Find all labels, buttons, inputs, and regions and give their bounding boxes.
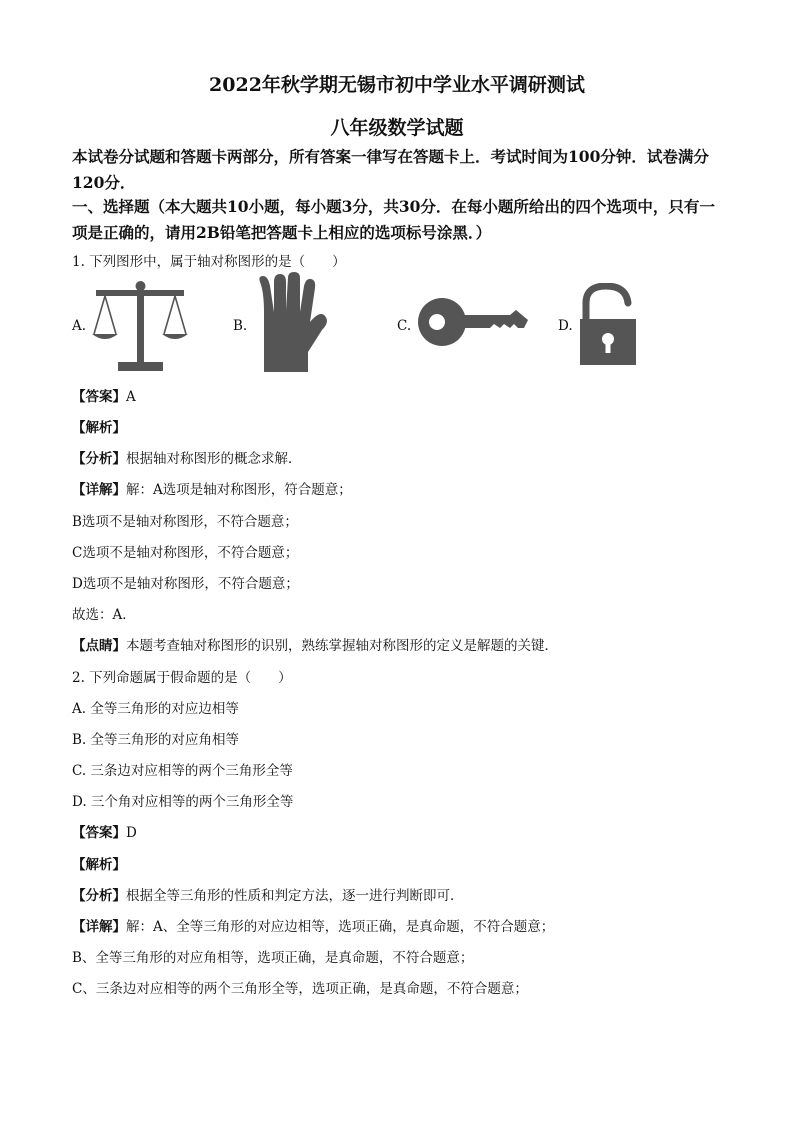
xiangjie-tag: 【详解】 — [72, 482, 126, 498]
exam-subtitle: 八年级数学试题 — [330, 117, 464, 139]
q2-analysis-tag: 【解析】 — [72, 857, 126, 873]
section-heading: 一、选择题（本大题共10小题，每小题3分，共30分．在每小题所给出的四个选项中，只有一项是正确的，请用2B铅笔把答题卡上相应的选项标号涂黑．） — [72, 197, 715, 242]
q1-answer-value: A — [126, 389, 136, 405]
q2-stem: 2. 下列命题属于假命题的是（ ） — [72, 670, 292, 686]
answer-tag: 【答案】 — [72, 825, 126, 841]
exam-title: 2022年秋学期无锡市初中学业水平调研测试 — [209, 74, 585, 96]
q2-option-a: A. 全等三角形的对应边相等 — [72, 701, 239, 717]
q1-dianjing-text: 本题考查轴对称图形的识别，熟练掌握轴对称图形的定义是解题的关键． — [126, 638, 558, 654]
q1-xiangjie-line — [72, 478, 352, 498]
q2-xiangjie-line — [72, 915, 554, 935]
q1-option-b-label: B. — [233, 318, 248, 334]
fenxi-tag: 【分析】 — [72, 451, 126, 467]
q2-answer-value: D — [126, 825, 137, 841]
q2-fenxi-line — [72, 884, 464, 904]
q1-fenxi-text: 根据轴对称图形的概念求解． — [126, 451, 302, 467]
q1-stem: 1. 下列图形中，属于轴对称图形的是（ ） — [72, 254, 346, 270]
q2-option-d: D. 三个角对应相等的两个三角形全等 — [72, 794, 294, 810]
xiangjie-tag: 【详解】 — [72, 919, 126, 935]
q2-answer-line — [72, 821, 137, 841]
dianjing-tag: 【点睛】 — [72, 638, 126, 654]
hand-icon — [250, 272, 330, 377]
q1-option-a-label: A. — [72, 318, 87, 334]
balance-scale-icon — [90, 280, 190, 375]
q1-answer-line — [72, 385, 136, 405]
q2-fenxi-text: 根据全等三角形的性质和判定方法，逐一进行判断即可． — [126, 888, 464, 904]
q1-solution-line: C选项不是轴对称图形，不符合题意； — [72, 545, 299, 561]
q2-option-c: C. 三条边对应相等的两个三角形全等 — [72, 763, 293, 779]
q1-solution-line: B选项不是轴对称图形，不符合题意； — [72, 514, 298, 530]
q1-dianjing-line — [72, 634, 558, 654]
q2-xiangjie-text: 解：A、全等三角形的对应边相等，选项正确，是真命题，不符合题意； — [126, 919, 555, 935]
q1-solution-line: 故选：A． — [72, 607, 136, 623]
q1-option-d-label: D. — [558, 318, 573, 334]
q1-option-c-label: C. — [397, 318, 412, 334]
q1-solution-line: D选项不是轴对称图形，不符合题意； — [72, 576, 299, 592]
q2-solution-line: B、全等三角形的对应角相等，选项正确，是真命题，不符合题意； — [72, 950, 474, 966]
intro-text: 本试卷分试题和答题卡两部分，所有答案一律写在答题卡上．考试时间为100分钟．试卷满分120分． — [72, 147, 709, 192]
q1-fenxi-line — [72, 447, 302, 467]
key-icon — [418, 298, 533, 348]
unlocked-padlock-icon — [578, 283, 638, 368]
q2-solution-line: C、三条边对应相等的两个三角形全等，选项正确，是真命题，不符合题意； — [72, 981, 528, 997]
q1-analysis-tag: 【解析】 — [72, 420, 126, 436]
answer-tag: 【答案】 — [72, 389, 126, 405]
fenxi-tag: 【分析】 — [72, 888, 126, 904]
q2-option-b: B. 全等三角形的对应角相等 — [72, 732, 240, 748]
q1-xiangjie-text: 解：A选项是轴对称图形，符合题意； — [126, 482, 352, 498]
